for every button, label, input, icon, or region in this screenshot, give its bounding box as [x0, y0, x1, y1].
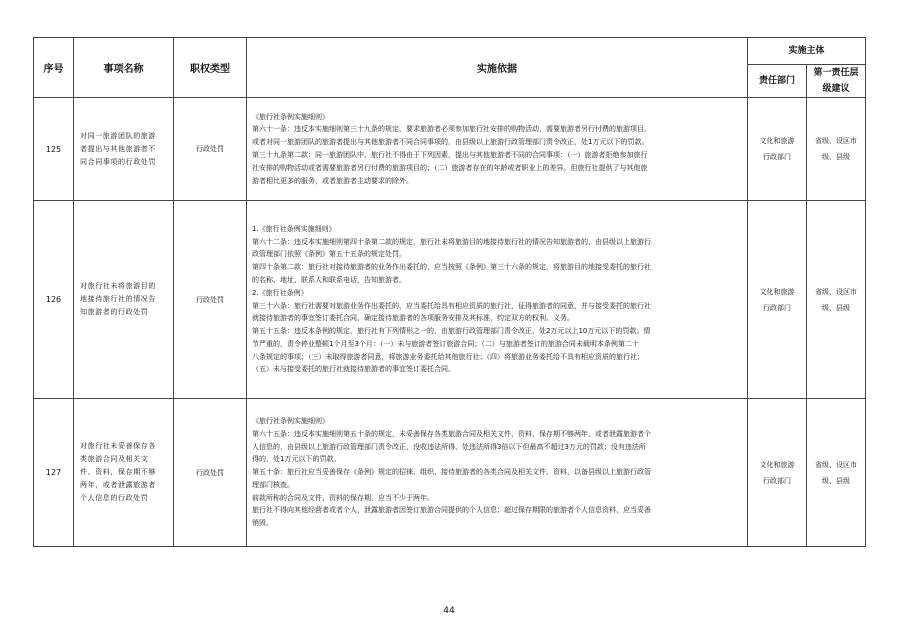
basis-line: 销毁。 — [252, 519, 273, 528]
basis-line: 或者对同一旅游团队的旅游者提出与其他旅游者不同合同事项的，由县级以上旅游行政管理部门责令改正，处1万元以下的罚款。 — [252, 138, 649, 147]
level-line: 省级、设区市 — [815, 460, 857, 469]
level-line: 级、县级 — [822, 303, 850, 312]
basis-line: 第三十九条第二款：同一旅游团队中，旅行社不得由于下列因素，提出与其他旅游者不同的合同事项：（一）旅游者拒绝参加旅行 — [252, 151, 648, 159]
basis-line: 就接待旅游者的事宜签订委托合同，确定接待旅游者的各项服务安排及其标准，约定双方的权利、义务。 — [252, 314, 574, 323]
dept-line: 文化和旅游 — [759, 460, 795, 469]
row-power-type: 行政处罚 — [174, 201, 247, 399]
level-line: 级、县级 — [822, 153, 850, 161]
item-name-line: 对旅行社未妥善保存各 — [80, 442, 156, 450]
item-name-line: 对旅行社未将旅游目的 — [80, 282, 156, 290]
basis-line: 前款所称的合同及文件、资料的保存期，应当不少于两年。 — [252, 493, 434, 502]
page-number: 44 — [443, 606, 455, 616]
basis-line: 八条规定的事项；（三）未取得旅游者同意，将旅游业务委托给其他旅行社；（四）将旅游业务委托给不具有相应资质的旅行社； — [252, 352, 644, 361]
row-item-name — [74, 98, 174, 201]
header-dept: 责任部门 — [748, 65, 807, 98]
row-number: 127 — [34, 399, 74, 547]
basis-line: （五）未与接受委托的旅行社就接待旅游者的事宜签订委托合同。 — [252, 365, 455, 374]
basis-line: 1.《旅行社条例实施细则》 — [252, 224, 336, 233]
row-basis — [247, 399, 748, 547]
basis-line: 节严重的，责令停业整顿1个月至3个月：（一）未与旅游者签订旅游合同；（二）与旅游者签订的旅游合同未载明本条例第二十 — [252, 339, 639, 348]
dept-line: 文化和旅游 — [759, 287, 795, 296]
dept-line: 行政部门 — [763, 476, 791, 485]
basis-line: 《旅行社条例实施细则》 — [252, 416, 329, 425]
level-line: 级、县级 — [822, 476, 850, 485]
header-subject: 实施主体 — [748, 38, 866, 65]
row-dept — [748, 201, 807, 399]
item-name-line: 地接待旅行社的情况告 — [80, 295, 156, 303]
basis-line: 社安排的购物活动或者需要旅游者另行付费的旅游项目的；（二）旅游者存在的年龄或者职业上的差异。但旅行社提供了与其他旅 — [252, 163, 648, 172]
row-dept — [748, 98, 807, 201]
item-name-line: 对同一旅游团队的旅游 — [80, 131, 156, 140]
item-name-line: 个人信息的行政处罚 — [80, 494, 149, 502]
basis-line: 第五十条：旅行社应当妥善保存《条例》规定的招徕、组织、接待旅游者的各类合同及相关文件、资料，以备县级以上旅游行政管 — [252, 468, 651, 477]
header-level — [807, 65, 866, 98]
header-level-line2: 级建议 — [822, 84, 850, 94]
level-line: 省级、设区市 — [815, 287, 857, 296]
row-level — [807, 201, 866, 399]
table-row — [34, 399, 866, 547]
table-row — [34, 201, 866, 399]
row-power-type: 行政处罚 — [174, 399, 247, 547]
basis-line: 第六十五条：违反本实施细则第五十条的规定，未妥善保存各类旅游合同及相关文件、资料，保存期不够两年，或者泄露旅游者个 — [252, 429, 651, 438]
basis-line: 2.《旅行社条例》 — [252, 288, 308, 297]
item-name-line: 两年，或者泄露旅游者 — [80, 481, 156, 489]
regulation-table — [33, 37, 866, 547]
basis-line: 第六十一条：违反本实施细则第三十九条的规定，要求旅游者必须参加旅行社安排的购物活动、需要旅游者另行付费的旅游项目， — [252, 125, 651, 134]
header-level-line1: 第一责任层 — [813, 68, 859, 78]
basis-line: 政管理部门依照《条例》第五十五条的规定处罚。 — [252, 250, 406, 259]
basis-line: 第六十二条：违反本实施细则第四十条第二款的规定，旅行社未将旅游目的地接待旅行社的情况告知旅游者的，由县级以上旅游行 — [252, 237, 651, 246]
row-item-name — [74, 201, 174, 399]
item-name-line: 知旅游者的行政处罚 — [80, 308, 149, 316]
row-power-type: 行政处罚 — [174, 98, 247, 201]
level-line: 省级、设区市 — [815, 137, 857, 145]
row-level — [807, 399, 866, 547]
dept-line: 行政部门 — [763, 153, 791, 161]
basis-line: 的名称、地址、联系人和联系电话，告知旅游者。 — [252, 275, 406, 284]
row-basis — [247, 98, 748, 201]
dept-line: 行政部门 — [763, 303, 791, 312]
basis-line: 第五十五条：违反本条例的规定，旅行社有下列情形之一的，由旅游行政管理部门责令改正，处2万元以上10万元以下的罚款；情 — [252, 327, 651, 336]
header-basis: 实施依据 — [247, 38, 748, 98]
basis-line: 得的，处1万元以下的罚款。 — [252, 455, 341, 464]
row-level — [807, 98, 866, 201]
basis-line: 游者相比更多的服务，或者旅游者主动要求的除外。 — [252, 176, 413, 185]
row-number: 125 — [34, 98, 74, 201]
row-dept — [748, 399, 807, 547]
dept-line: 文化和旅游 — [759, 137, 795, 145]
header-number: 序号 — [34, 38, 74, 98]
item-name-line: 者提出与其他旅游者不 — [80, 144, 156, 153]
header-power-type: 职权类型 — [174, 38, 247, 98]
basis-line: 人信息的，由县级以上旅游行政管理部门责令改正，没收违法所得，处违法所得3倍以下但最高不超过3万元的罚款；没有违法所 — [252, 442, 646, 451]
item-name-line: 类旅游合同及相关文 — [80, 455, 149, 463]
item-name-line: 件、资料，保存期不够 — [80, 468, 156, 476]
basis-line: 第四十条第二款：旅行社对接待旅游者的业务作出委托的，应当按照《条例》第三十六条的规定，将旅游目的地接受委托的旅行社 — [252, 263, 651, 272]
item-name-line: 同合同事项的行政处罚 — [80, 157, 156, 166]
basis-line: 理部门核查。 — [252, 480, 294, 489]
row-item-name — [74, 399, 174, 547]
header-item-name: 事项名称 — [74, 38, 174, 98]
basis-line: 旅行社不得向其他经营者或者个人，泄露旅游者因签订旅游合同提供的个人信息；超过保存期限的旅游者个人信息资料，应当妥善 — [252, 506, 651, 515]
row-number: 126 — [34, 201, 74, 399]
row-basis — [247, 201, 748, 399]
basis-line: 《旅行社条例实施细则》 — [252, 112, 329, 121]
basis-line: 第三十六条：旅行社需要对旅游业务作出委托的，应当委托给具有相应资质的旅行社，征得旅游者的同意，并与接受委托的旅行社 — [252, 301, 651, 310]
table-row — [34, 98, 866, 201]
